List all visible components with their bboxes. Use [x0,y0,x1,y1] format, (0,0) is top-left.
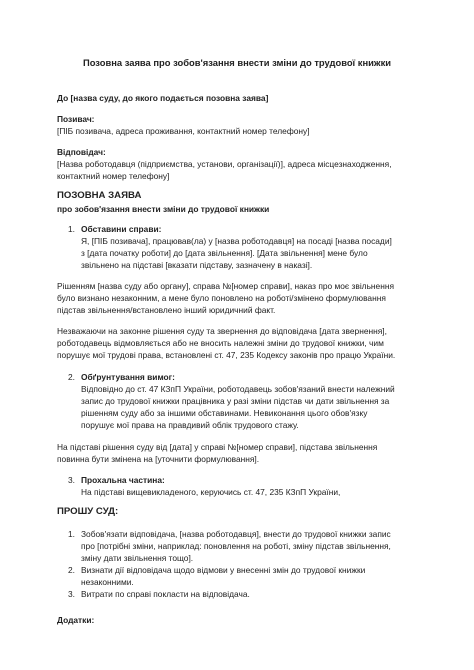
request-number: 1. [68,529,75,539]
section-title: Обґрунтування вимог: [81,372,175,382]
paragraph-line: повинна бути змінена на [уточнити формулювання]. [57,454,260,464]
document-title: Позовна заява про зобов'язання внести зміни до трудової книжки [82,57,392,68]
paragraph-line: було визнано незаконним, а мене було поновлено на роботі/змінено формулювання [57,293,386,303]
defendant-line: контактний номер телефону] [57,171,170,181]
paragraph-line: На підставі рішення суду від [дата] у справі №[номер справи], підстава звільнення [57,442,378,452]
section-number: 3. [68,475,75,485]
section-line: порушує мої права на правдивий облік трудового стажу. [81,420,299,430]
claim-subheading: про зобов'язання внести зміни до трудової книжки [57,204,270,214]
section-line: рішенням суду або за іншими обставинами. Невиконання цього обов'язку [81,408,368,418]
plaintiff-text: [ПІБ позивача, адреса проживання, контактний номер телефону] [57,126,310,136]
section-line: запис до трудової книжки працівника у разі зміни підстав чи дати звільнення за [81,396,390,406]
section-number: 1. [68,224,75,234]
court-line: До [назва суду, до якого подається позовна заява] [57,93,269,103]
request-number: 3. [68,589,75,599]
section-line: з [дата початку роботи] до [дата звільнення]. [Дата звільнення] мене було [81,248,368,258]
request-line: зміну дати звільнення тощо]. [81,553,194,563]
paragraph-line: порушує мої трудові права, встановлені ст. 47, 235 Кодексу законів про працю України. [57,350,396,360]
request-heading: ПРОШУ СУД: [57,506,119,517]
request-number: 2. [68,565,75,575]
paragraph-line: роботодавець відмовляється або не вносить належні зміни до трудової книжки, чим [57,338,384,348]
paragraph-line: підстав звільнення/встановлено інший юридичний факт. [57,305,276,315]
paragraph-line: Рішенням [назва суду або органу], справа №[номер справи], наказ про моє звільнення [57,281,395,291]
request-line: незаконними. [81,577,134,587]
request-line: Витрати по справі покласти на відповідача. [81,589,250,599]
plaintiff-label: Позивач: [57,114,95,124]
paragraph-line: Незважаючи на законне рішення суду та звернення до відповідача [дата звернення], [57,326,387,336]
section-line: Я, [ПІБ позивача], працював(ла) у [назва роботодавця] на посаді [назва посади] [81,236,392,246]
attachments-label: Додатки: [57,615,95,625]
section-title: Обставини справи: [81,224,162,234]
request-line: про [потрібні зміни, наприклад: поновлення на роботі, зміну підстав звільнення, [81,541,391,551]
section-line: На підставі вищевикладеного, керуючись ст. 47, 235 КЗпП України, [81,487,341,497]
section-number: 2. [68,372,75,382]
claim-heading: ПОЗОВНА ЗАЯВА [57,190,142,201]
section-title: Прохальна частина: [81,475,165,485]
section-line: Відповідно до ст. 47 КЗпП України, роботодавець зобов'язаний внести належний [81,384,395,394]
section-line: звільнено на підставі [вказати підставу, зазначену в наказі]. [81,260,313,270]
request-line: Визнати дії відповідача щодо відмови у внесенні змін до трудової книжки [81,565,366,575]
request-line: Зобов'язати відповідача, [назва роботодавця], внести до трудової книжки запис [81,529,391,539]
defendant-label: Відповідач: [57,147,106,157]
defendant-line: [Назва роботодавця (підприємства, установи, організації)], адреса місцезнаходження, [57,159,392,169]
